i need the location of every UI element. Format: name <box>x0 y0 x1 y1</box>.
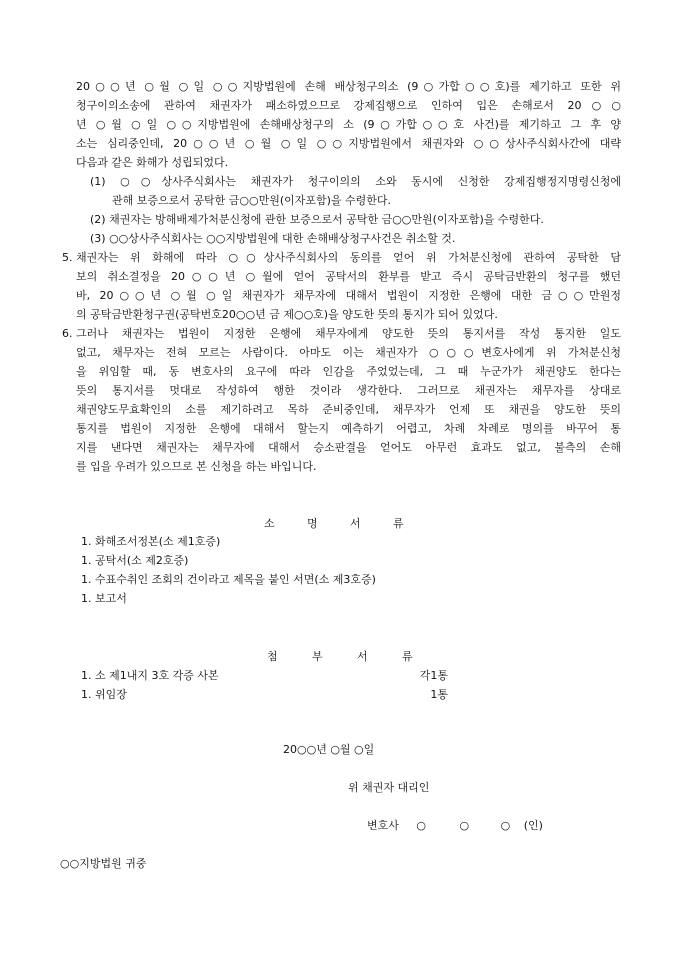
settlement-item <box>90 229 621 248</box>
settlement-item <box>90 172 621 210</box>
intro-line: 다음과 같은 화해가 성립되었다. <box>76 156 229 169</box>
paragraph-line: 지를 낸다면 채권자는 채무자에 대해서 승소판결을 얻어도 아무런 효과도 없고, 불측의 손해 <box>76 441 621 454</box>
settlement-item-line: (3) ○○상사주식회사는 ○○지방법원에 대한 손해배상청구사건은 취소할 것. <box>90 232 456 245</box>
paragraph-number: 5. <box>62 251 73 264</box>
evidence-item: 1. 보고서 <box>81 592 127 605</box>
settlement-item-line: (1) ○○상사주식회사는 채권자가 청구이의의 소와 동시에 신청한 강제집행정지명령신청에 <box>90 175 621 188</box>
seal-mark: (인) <box>523 819 543 832</box>
attachment-item-count: 각1통 <box>419 669 448 682</box>
attachment-item-name: 1. 소 제1내지 3호 각증 사본 <box>81 669 219 682</box>
paragraph-line: 바, 20○○년 ○월 ○일 채권자가 채무자에 대해서 법원이 지정한 은행에 대한 금○○만원정 <box>76 289 621 302</box>
heading-char: 소 <box>264 517 275 530</box>
evidence-item: 1. 화해조서정본(소 제1호증) <box>81 535 221 548</box>
intro-line: 년 ○월 ○일 ○○지방법원에 손해배상청구의 소 (9○가합○○호 사건)를 제기하고 그 후 양 <box>76 118 621 131</box>
name-mark: ○ <box>459 819 470 832</box>
evidence-item: 1. 수표수취인 조회의 건이라고 제목을 붙인 서면(소 제3호증) <box>81 573 376 586</box>
paragraph-line: 의 공탁금반환청구권(공탁번호20○○년 금 제○○호)을 양도한 뜻의 통지가 되어 있었다. <box>76 308 498 321</box>
attachments-heading <box>267 648 413 664</box>
settlement-item-line: 관해 보증으로서 공탁한 금○○만원(이자포함)을 수령한다. <box>112 194 392 207</box>
settlement-item <box>90 210 621 229</box>
paragraph-line: 뜻의 통지서를 멋대로 작성하여 행한 것이라 생각한다. 그러므로 채권자는 채무자를 상대로 <box>76 384 621 397</box>
heading-char: 첨 <box>267 650 278 663</box>
attachment-item-count: 1통 <box>430 688 448 701</box>
name-mark: ○ <box>500 819 511 832</box>
heading-char: 서 <box>357 650 368 663</box>
paragraph-6 <box>76 324 621 476</box>
paragraph-line: 채권자는 위 화해에 따라 ○○상사주식회사의 동의를 얻어 위 가처분신청에 관하여 공탁한 담 <box>76 251 621 264</box>
heading-char: 류 <box>402 650 413 663</box>
lawyer-label: 변호사 <box>367 819 399 832</box>
name-mark: ○ <box>416 819 426 832</box>
evidence-item: 1. 공탁서(소 제2호증) <box>81 554 189 567</box>
intro-line: 청구이의소송에 관하여 채권자가 패소하였으므로 강제집행으로 인하여 입은 손해로서 20○○ <box>76 99 621 112</box>
paragraph-line: 보의 취소결정을 20○○년 ○월에 얻어 공탁서의 환부를 받고 즉시 공탁금반환의 청구를 했던 <box>76 270 621 283</box>
heading-char: 서 <box>350 517 361 530</box>
paragraph-line: 를 입을 우려가 있으므로 본 신청을 하는 바입니다. <box>76 460 317 473</box>
attachment-item-name: 1. 위임장 <box>81 688 127 701</box>
intro-line: 20○○년 ○월 ○일 ○○지방법원에 손해 배상청구의소 (9○가합○○호)를 제기하고 또한 위 <box>76 80 621 93</box>
heading-char: 부 <box>312 650 323 663</box>
intro-paragraph <box>76 77 621 172</box>
lawyer-signature-line <box>367 817 543 833</box>
paragraph-line: 통지를 법원이 지정한 은행에 대해서 할는지 예측하기 어렵고, 차례 차례로 명의를 바꾸어 통 <box>76 422 621 435</box>
paragraph-line: 없고, 채무자는 전혀 모르는 사람이다. 아마도 이는 채권자가 ○○○변호사에게 위 가처분신청 <box>76 346 621 359</box>
settlement-item-line: (2) 채권자는 방해배제가처분신청에 관한 보증으로서 공탁한 금○○만원(이자포함)을 수령한다. <box>90 213 544 226</box>
heading-char: 류 <box>393 517 404 530</box>
evidence-heading <box>264 515 404 531</box>
paragraph-line: 채권양도무효확인의 소를 제기하려고 목하 준비중인데, 채무자가 언제 또 채권을 양도한 뜻의 <box>76 403 621 416</box>
heading-char: 명 <box>307 517 318 530</box>
filing-date: 20○○년 ○월 ○일 <box>283 743 375 756</box>
court-addressee: ○○지방법원 귀중 <box>60 857 147 870</box>
paragraph-5 <box>76 248 621 324</box>
paragraph-line: 을 위임할 때, 동 변호사의 요구에 따라 인감을 주었었는데, 그 때 누군가가 채권양도 한다는 <box>76 365 621 378</box>
creditor-agent-label: 위 채권자 대리인 <box>348 781 430 794</box>
intro-line: 소는 심리중인데, 20○○년 ○월 ○일 ○○지방법원에서 채권자와 ○○상사주식회사간에 대략 <box>76 137 621 150</box>
paragraph-number: 6. <box>62 327 73 340</box>
paragraph-line: 그러나 채권자는 법원이 지정한 은행에 채무자에게 양도한 뜻의 통지서를 작성 통지한 일도 <box>76 327 621 340</box>
